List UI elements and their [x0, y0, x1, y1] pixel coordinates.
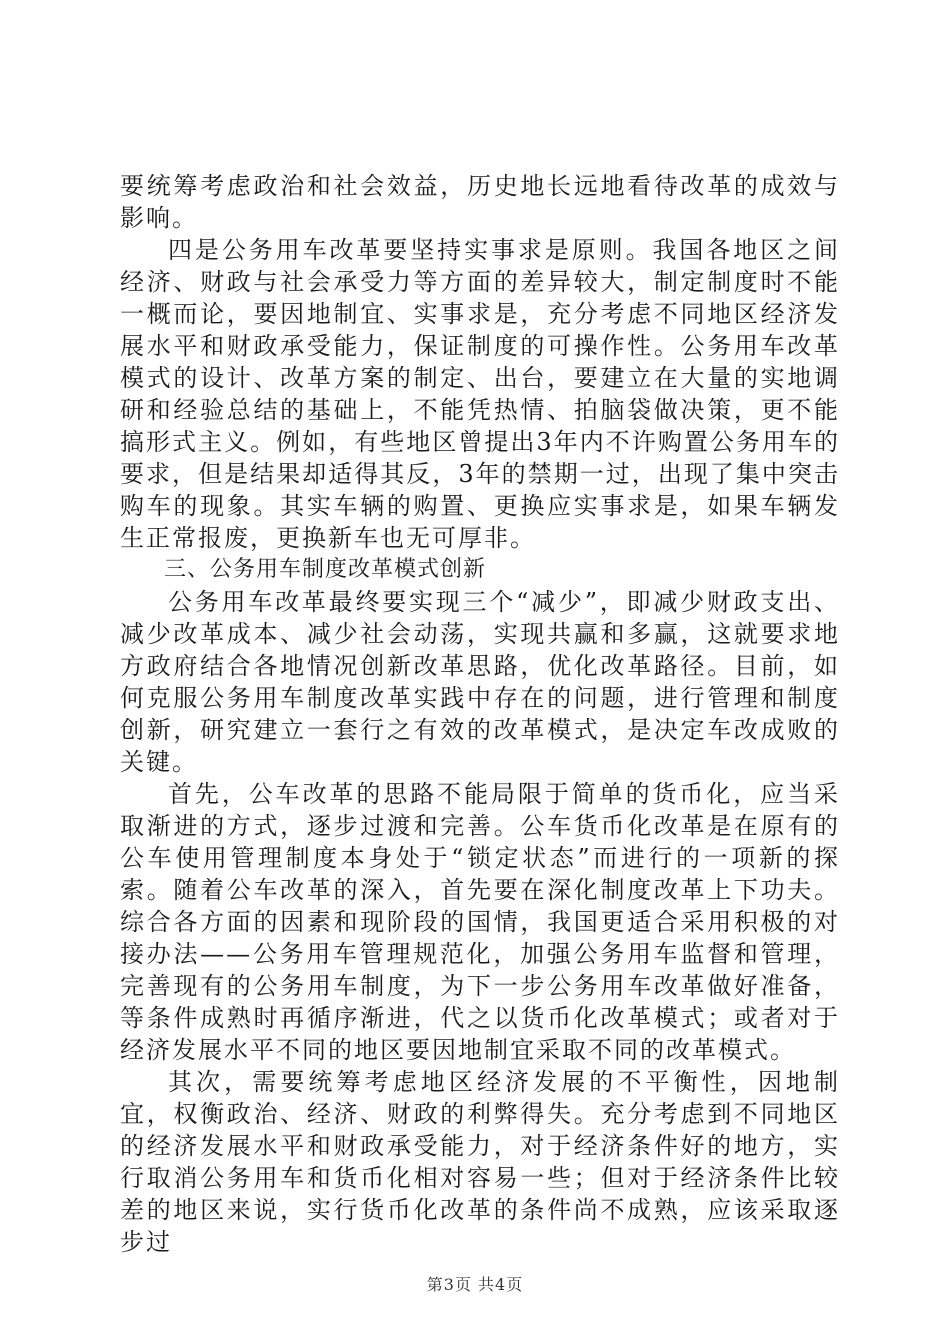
paragraph-second: 其次，需要统筹考虑地区经济发展的不平衡性，因地制宜，权衡政治、经济、财政的利弊得失。充分考虑到不同地区的经济发展水平和财政承受能力，对于经济条件好的地方，实行取消公务用车和货币化相对容易一些；但对于经济条件比较差的地区来说，实行货币化改革的条件尚不成熟，应该采取逐步过	[120, 1068, 840, 1256]
paragraph-continuation: 要统筹考虑政治和社会效益，历史地长远地看待改革的成效与影响。	[120, 172, 840, 232]
section-heading: 三、公务用车制度改革模式创新	[164, 557, 487, 582]
page-footer: 第3页 共4页	[426, 1275, 524, 1294]
document-body	[120, 170, 840, 1258]
paragraph-three-reductions: 公务用车改革最终要实现三个“减少”，即减少财政支出、减少改革成本、减少社会动荡，实现共赢和多赢，这就要求地方政府结合各地情况创新改革思路，优化改革路径。目前，如何克服公务用车制度改革实践中存在的问题，进行管理和制度创新，研究建立一套行之有效的改革模式，是决定车改成败的关键。	[120, 588, 840, 776]
paragraph-first: 首先，公车改革的思路不能局限于简单的货币化，应当采取渐进的方式，逐步过渡和完善。公车货币化改革是在原有的公车使用管理制度本身处于“锁定状态”而进行的一项新的探索。随着公车改革的深入，首先要在深化制度改革上下功夫。综合各方面的因素和现阶段的国情，我国更适合采用积极的对接办法——公务用车管理规范化，加强公务用车监督和管理，完善现有的公务用车制度，为下一步公务用车改革做好准备，等条件成熟时再循序渐进，代之以货币化改革模式；或者对于经济发展水平不同的地区要因地制宜采取不同的改革模式。	[120, 780, 840, 1064]
paragraph-principle-four: 四是公务用车改革要坚持实事求是原则。我国各地区之间经济、财政与社会承受力等方面的差异较大，制定制度时不能一概而论，要因地制宜、实事求是，充分考虑不同地区经济发展水平和财政承受能力，保证制度的可操作性。公务用车改革模式的设计、改革方案的制定、出台，要建立在大量的实地调研和经验总结的基础上，不能凭热情、拍脑袋做决策，更不能搞形式主义。例如，有些地区曾提出3年内不许购置公务用车的要求，但是结果却适得其反，3年的禁期一过，出现了集中突击购车的现象。其实车辆的购置、更换应实事求是，如果车辆发生正常报废，更换新车也无可厚非。	[120, 236, 840, 552]
